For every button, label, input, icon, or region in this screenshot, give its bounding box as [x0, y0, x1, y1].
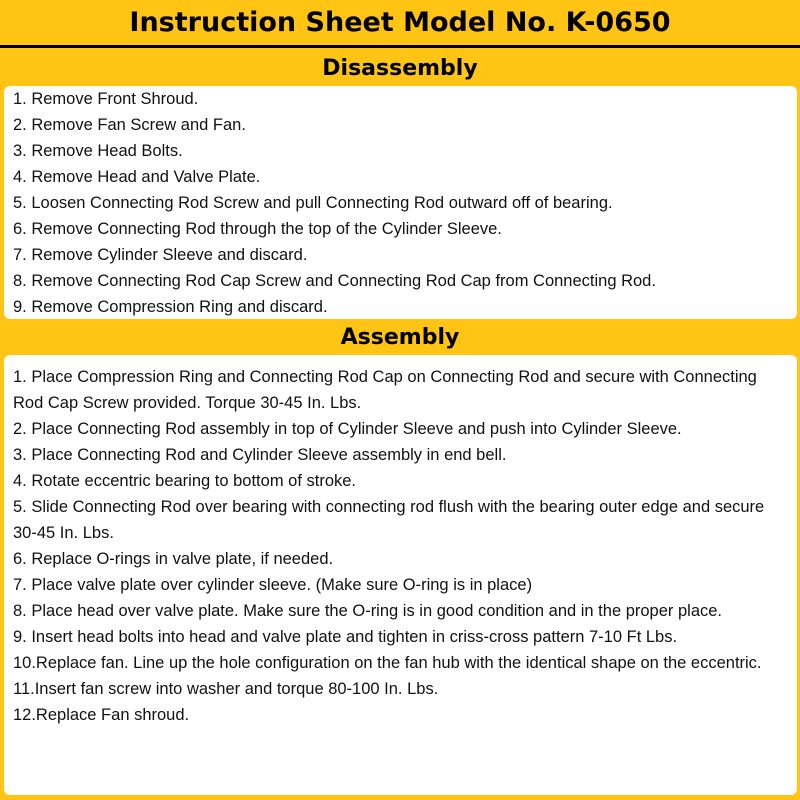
- disassembly-step: 2. Remove Fan Screw and Fan.: [13, 116, 246, 134]
- disassembly-step: 3. Remove Head Bolts.: [13, 142, 183, 160]
- assembly-step: 2. Place Connecting Rod assembly in top of Cylinder Sleeve and push into Cylinder Sleeve.: [13, 420, 682, 438]
- disassembly-heading: Disassembly: [322, 55, 478, 81]
- assembly-step: 10.Replace fan. Line up the hole configuration on the fan hub with the identical shape on the eccentric.: [13, 654, 762, 672]
- assembly-step: 8. Place head over valve plate. Make sure the O-ring is in good condition and in the proper place.: [13, 602, 723, 620]
- disassembly-step: 4. Remove Head and Valve Plate.: [13, 168, 261, 186]
- assembly-steps-list: [13, 364, 797, 728]
- disassembly-panel: [4, 86, 797, 319]
- disassembly-step: 9. Remove Compression Ring and discard.: [13, 298, 328, 316]
- disassembly-steps-list: [13, 86, 797, 320]
- assembly-step: 11.Insert fan screw into washer and torque 80-100 In. Lbs.: [13, 680, 439, 698]
- disassembly-step: 7. Remove Cylinder Sleeve and discard.: [13, 246, 308, 264]
- assembly-step: 4. Rotate eccentric bearing to bottom of stroke.: [13, 472, 357, 490]
- disassembly-step: 5. Loosen Connecting Rod Screw and pull Connecting Rod outward off of bearing.: [13, 194, 613, 212]
- assembly-step: 9. Insert head bolts into head and valve plate and tighten in criss-cross pattern 7-10 Ft Lbs.: [13, 628, 678, 646]
- title-divider: [0, 45, 800, 48]
- assembly-step: 3. Place Connecting Rod and Cylinder Sleeve assembly in end bell.: [13, 446, 507, 464]
- assembly-step: 6. Replace O-rings in valve plate, if needed.: [13, 550, 334, 568]
- assembly-step: 7. Place valve plate over cylinder sleeve. (Make sure O-ring is in place): [13, 576, 533, 594]
- assembly-panel: [4, 355, 797, 795]
- page-title: Instruction Sheet Model No. K-0650: [129, 7, 671, 38]
- disassembly-step: 1. Remove Front Shroud.: [13, 90, 199, 108]
- assembly-step: 12.Replace Fan shroud.: [13, 706, 190, 724]
- assembly-step: 5. Slide Connecting Rod over bearing with connecting rod flush with the bearing outer edge and secure 30-45 In. Lbs.: [13, 498, 765, 542]
- assembly-heading: Assembly: [340, 324, 460, 350]
- assembly-step: 1. Place Compression Ring and Connecting Rod Cap on Connecting Rod and secure with Connecting Rod Cap Screw provided. Torque 30-45 In. Lbs.: [13, 368, 757, 412]
- disassembly-step: 6. Remove Connecting Rod through the top of the Cylinder Sleeve.: [13, 220, 502, 238]
- disassembly-step: 8. Remove Connecting Rod Cap Screw and Connecting Rod Cap from Connecting Rod.: [13, 272, 656, 290]
